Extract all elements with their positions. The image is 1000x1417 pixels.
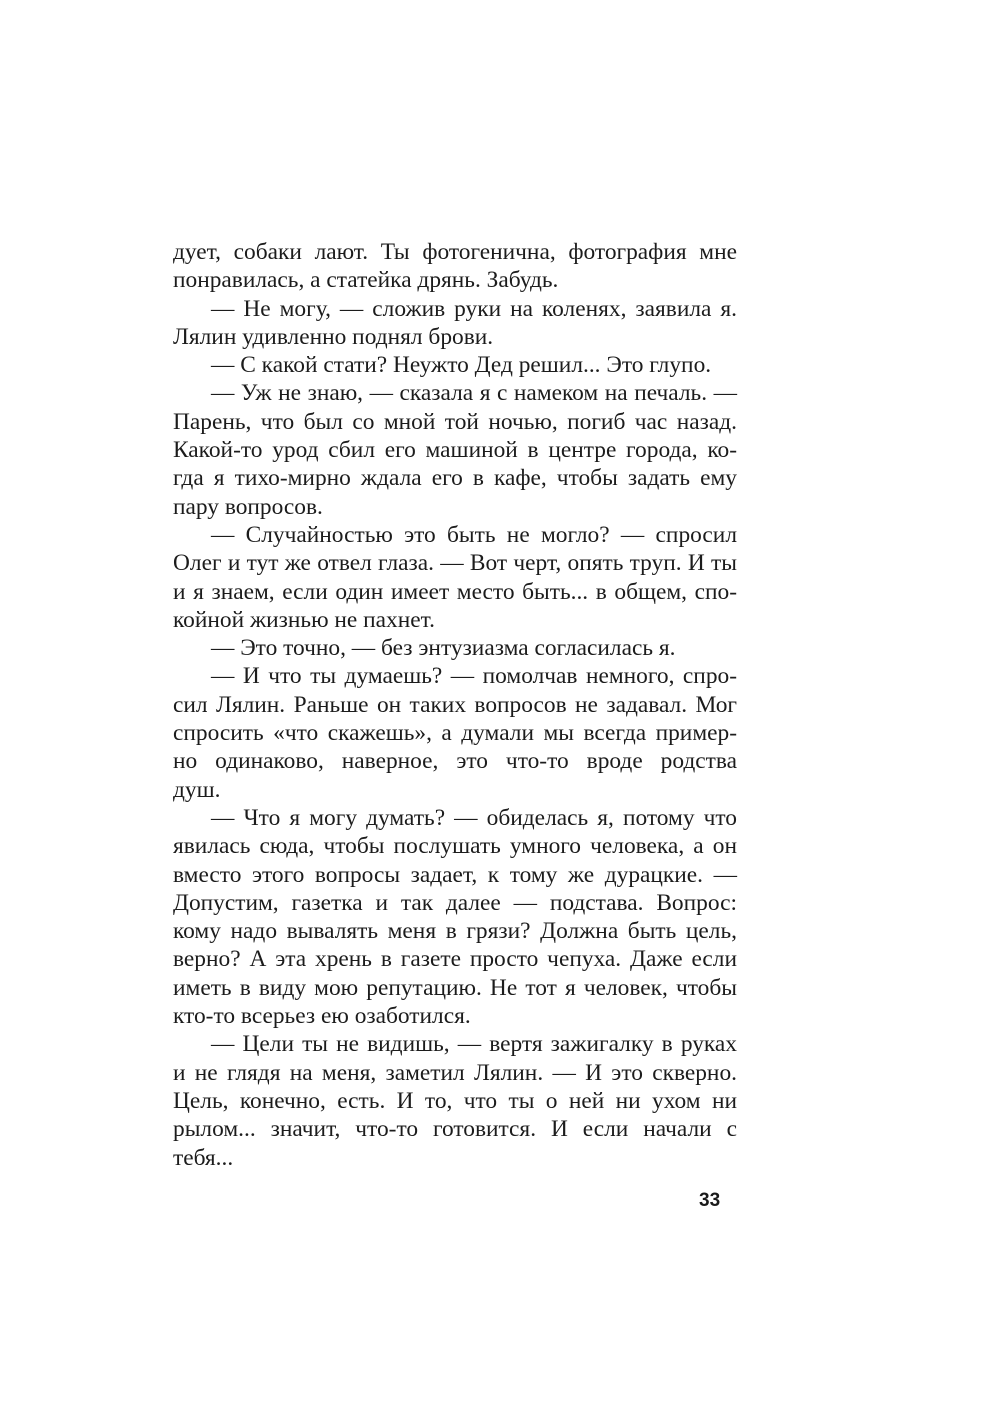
text-line: но одинаково, наверное, это что-то вроде родства — [173, 748, 737, 775]
page-number: 33 — [699, 1190, 721, 1211]
text-line: спросить «что скажешь», а думали мы всегда пример- — [173, 720, 737, 747]
text-line: Олег и тут же отвел глаза. — Вот черт, опять труп. И ты — [173, 550, 737, 577]
text-line: вместо этого вопросы задает, к тому же дурацкие. — — [173, 861, 737, 888]
text-line: явилась сюда, чтобы послушать умного человека, а он — [173, 833, 737, 860]
text-line: и не глядя на меня, заметил Лялин. — И это скверно. — [173, 1059, 737, 1086]
text-line: гда я тихо-мирно ждала его в кафе, чтобы задать ему — [173, 465, 737, 492]
text-line: Лялин удивленно поднял брови. — [173, 323, 494, 350]
text-line: сил Лялин. Раньше он таких вопросов не задавал. Мог — [173, 691, 737, 718]
text-line: — Что я могу думать? — обиделась я, потому что — [211, 804, 737, 831]
text-line: кому надо вывалять меня в грязи? Должна быть цель, — [173, 918, 737, 945]
text-line: — Это точно, — без энтузиазма согласилась я. — [211, 635, 676, 662]
text-line: иметь в виду мою репутацию. Не тот я человек, чтобы — [173, 974, 737, 1001]
text-line: Какой-то урод сбил его машиной в центре города, ко- — [173, 437, 737, 464]
text-line: верно? А эта хрень в газете просто чепуха. Даже если — [173, 946, 737, 973]
body-text — [173, 238, 737, 1172]
text-line: дует, собаки лают. Ты фотогенична, фотография мне — [173, 239, 737, 265]
text-line: — Не могу, — сложив руки на коленях, заявила я. — [211, 295, 737, 322]
text-line: койной жизнью не пахнет. — [173, 606, 435, 633]
text-line: душ. — [173, 776, 221, 803]
text-line: — Уж не знаю, — сказала я с намеком на печаль. — — [211, 380, 737, 407]
text-line: — Случайностью это быть не могло? — спросил — [211, 521, 737, 548]
text-line: кто-то всерьез ею озаботился. — [173, 1003, 471, 1030]
text-line: — Цели ты не видишь, — вертя зажигалку в руках — [211, 1031, 737, 1058]
text-line: — С какой стати? Неужто Дед решил... Это глупо. — [211, 352, 712, 379]
text-line: Допустим, газетка и так далее — подстава. Вопрос: — [173, 889, 737, 916]
text-line: тебя... — [173, 1144, 234, 1171]
text-line: Цель, конечно, есть. И то, что ты о ней ни ухом ни — [173, 1087, 737, 1114]
text-line: — И что ты думаешь? — помолчав немного, спро- — [211, 663, 737, 690]
text-line: Парень, что был со мной той ночью, погиб час назад. — [173, 408, 737, 435]
text-line: пару вопросов. — [173, 493, 323, 520]
text-line: и я знаем, если один имеет место быть... в общем, спо- — [173, 578, 737, 605]
text-line: рылом... значит, что-то готовится. И если начали с — [173, 1116, 737, 1143]
text-line: понравилась, а статейка дрянь. Забудь. — [173, 267, 559, 294]
